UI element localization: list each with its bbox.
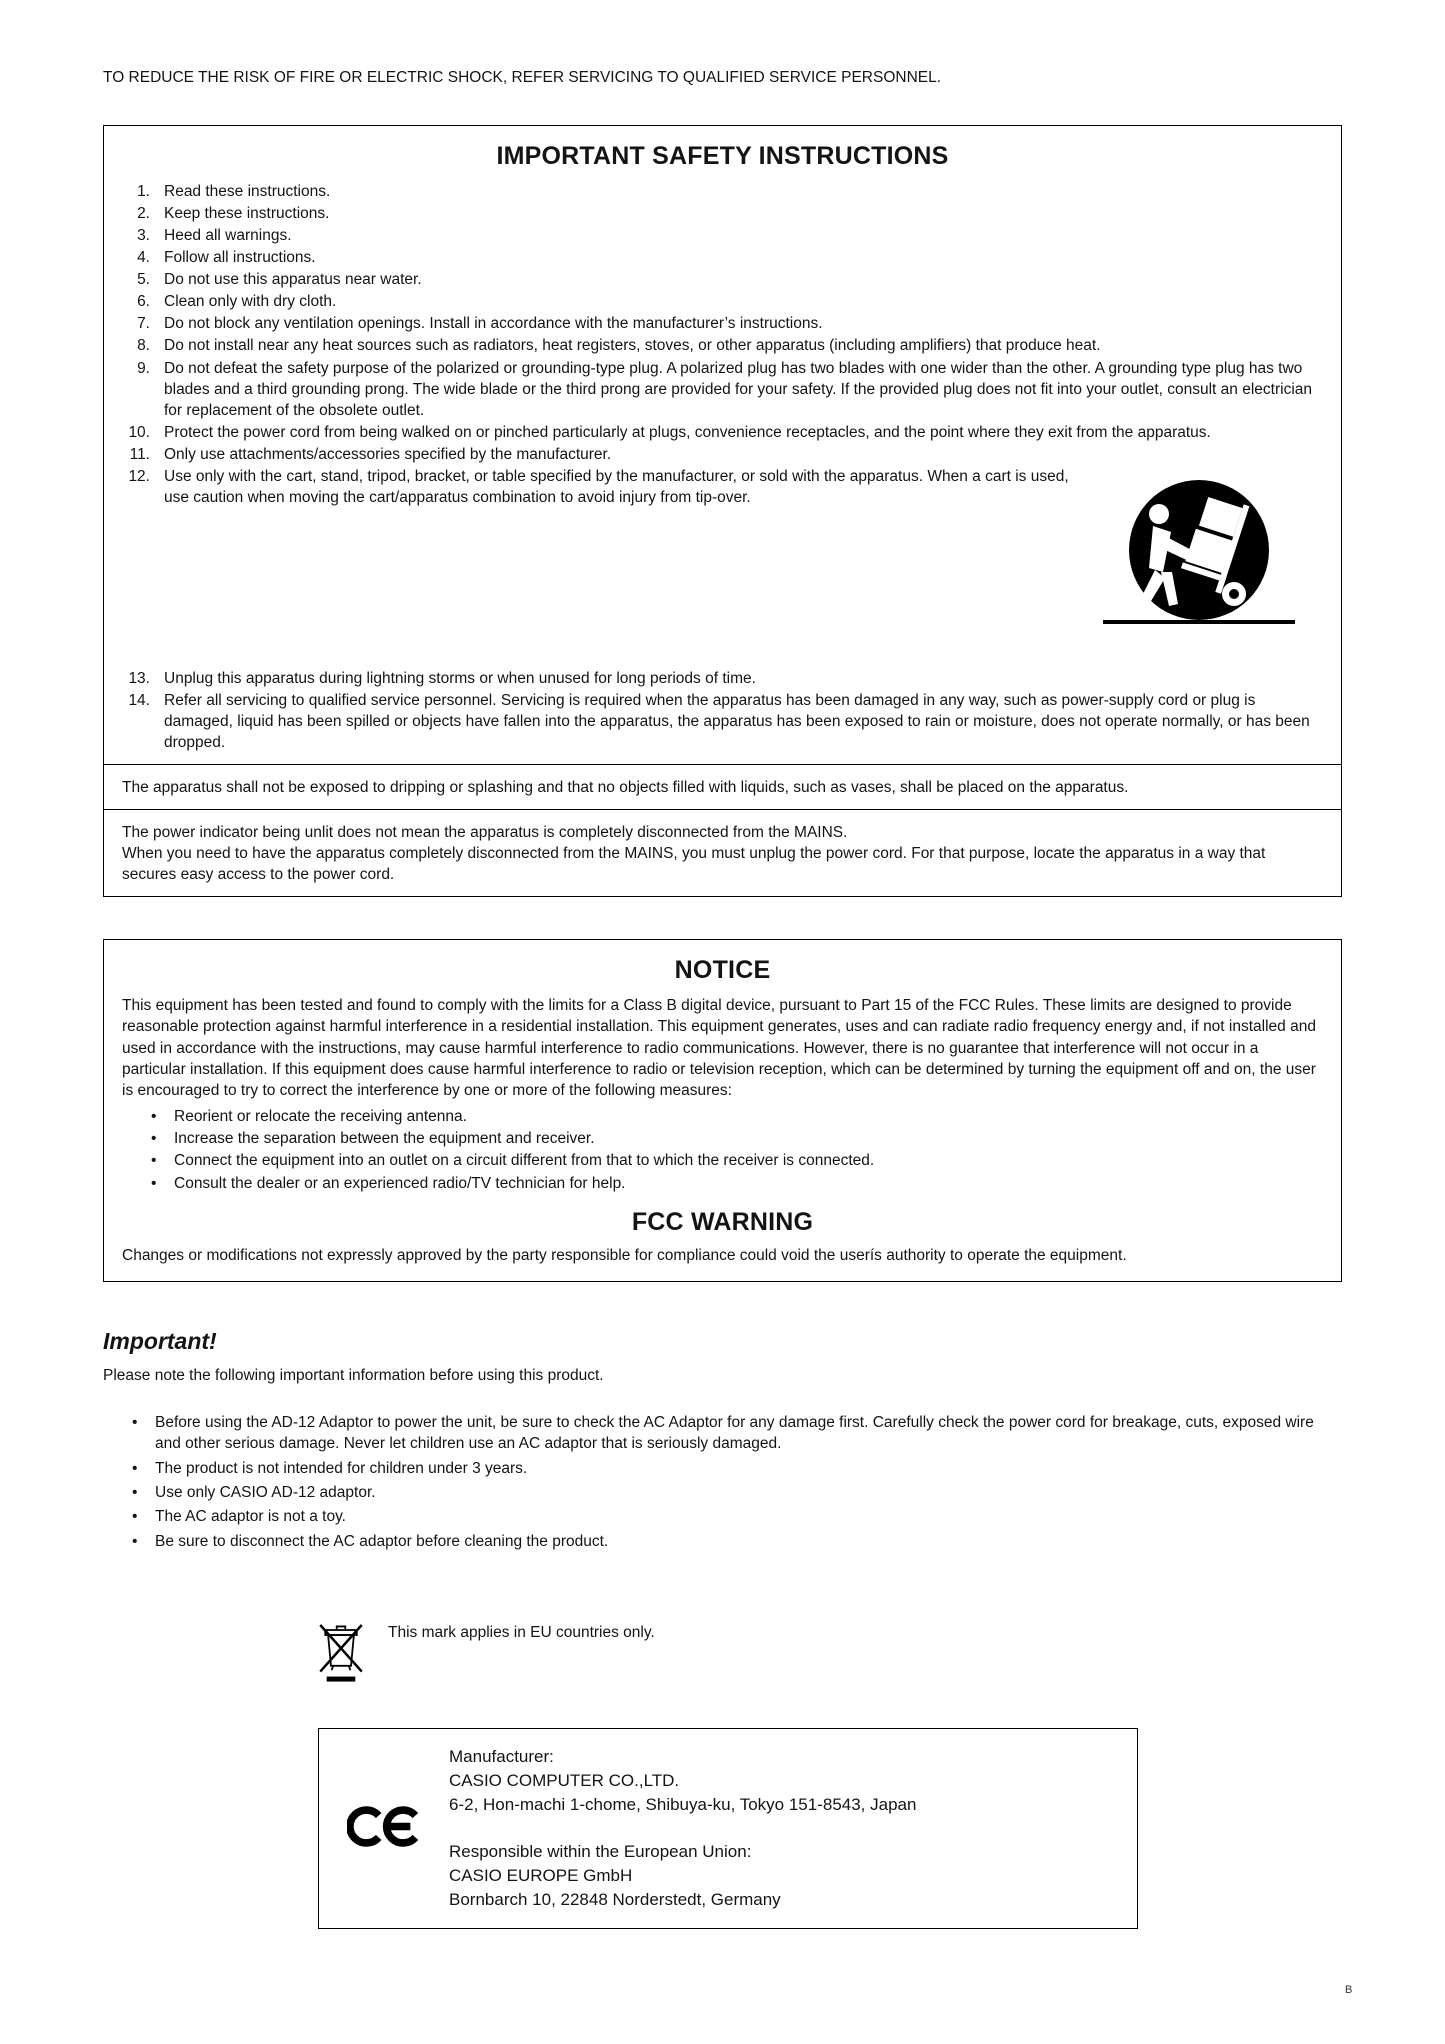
safety-instructions-box: [103, 125, 1342, 897]
liquids-note-section: [104, 764, 1341, 808]
notice-bullet: • Increase the separation between the equipment and receiver.: [134, 1128, 1323, 1149]
weee-crossed-out-bin-icon: [318, 1620, 364, 1688]
mains-note-section: [104, 809, 1341, 896]
fcc-warning-body: Changes or modifications not expressly approved by the party responsible for compliance could void the userís authority to operate the equipment.: [122, 1247, 1127, 1265]
important-bullet: • Before using the AD-12 Adaptor to power the unit, be sure to check the AC Adaptor for any damage first. Carefully check the power cord for breakage, cuts, exposed wire and other serious damage. Never let children use an AC adaptor that is seriously damaged.: [115, 1412, 1342, 1455]
notice-bullet-list: [134, 1106, 1323, 1195]
manufacturer-text: [449, 1745, 916, 1912]
notice-bullet: • Reorient or relocate the receiving antenna.: [134, 1106, 1323, 1127]
eu-mark-text: This mark applies in EU countries only.: [388, 1624, 655, 1642]
item-text: Do not defeat the safety purpose of the polarized or grounding-type plug. A polarized plug has two blades with one wider than the other. A grounding type plug has two blades and a third grounding prong. The wide blade or the third prong are provided for your safety. If the provided plug does not fit into your outlet, consult an electrician for replacement of the obsolete outlet.: [164, 359, 1312, 419]
mains-note-line2: When you need to have the apparatus completely disconnected from the MAINS, you must unplug the power cord. For that purpose, locate the apparatus in a way that secures easy access to the power cord.: [122, 845, 1266, 884]
cart-tip-over-icon: [1099, 468, 1299, 660]
item-text: Heed all warnings.: [164, 227, 292, 245]
safety-item-13: [122, 668, 1323, 689]
page-marker: B: [1345, 1984, 1353, 1996]
important-section: [103, 1328, 1342, 1553]
safety-item-14: [122, 690, 1323, 753]
item-number: 3.: [137, 227, 150, 245]
important-title: Important!: [103, 1327, 217, 1354]
manufacturer-address: 6-2, Hon-machi 1-chome, Shibuya-ku, Tokyo 151-8543, Japan: [449, 1795, 917, 1815]
item-number: 13.: [128, 669, 150, 687]
spacer: [449, 1818, 916, 1840]
item-text: Clean only with dry cloth.: [164, 293, 337, 311]
item-text: Unplug this apparatus during lightning storms or when unused for long periods of time.: [164, 669, 756, 687]
manufacturer-name: CASIO COMPUTER CO.,LTD.: [449, 1771, 680, 1791]
notice-title: NOTICE: [674, 955, 771, 984]
safety-main-section: [104, 126, 1341, 764]
item-text: Do not use this apparatus near water.: [164, 271, 422, 289]
item-text: Do not block any ventilation openings. Install in accordance with the manufacturer’s instructions.: [164, 315, 823, 333]
eu-responsible-name: CASIO EUROPE GmbH: [449, 1865, 633, 1885]
fcc-warning-title: FCC WARNING: [631, 1208, 814, 1237]
item-number: 6.: [137, 293, 150, 311]
notice-bullet: • Consult the dealer or an experienced radio/TV technician for help.: [134, 1173, 1323, 1194]
item-number: 9.: [137, 359, 150, 377]
liquids-note-text: The apparatus shall not be exposed to dripping or splashing and that no objects filled with liquids, such as vases, shall be placed on the apparatus.: [122, 779, 1129, 797]
manufacturer-label: Manufacturer:: [449, 1747, 554, 1767]
item-text: Use only with the cart, stand, tripod, bracket, or table specified by the manufacturer, or sold with the apparatus. When a cart is used, use caution when moving the cart/apparatus combination to avoid injury from tip-over.: [164, 467, 1069, 507]
ce-mark-icon: [347, 1804, 423, 1854]
safety-item-6: [122, 291, 1323, 312]
notice-box: [103, 939, 1342, 1282]
safety-item-5: [122, 269, 1323, 290]
eu-responsible-label: Responsible within the European Union:: [449, 1841, 752, 1861]
item-number: 4.: [137, 249, 150, 267]
item-number: 14.: [128, 692, 150, 710]
item-text: Read these instructions.: [164, 182, 331, 200]
item-number: 12.: [128, 467, 150, 485]
mains-note-line1: The power indicator being unlit does not mean the apparatus is completely disconnected from the MAINS.: [122, 823, 848, 841]
item-text: Follow all instructions.: [164, 249, 316, 267]
item-number: 10.: [128, 423, 150, 441]
important-bullet: • Be sure to disconnect the AC adaptor before cleaning the product.: [115, 1531, 1342, 1552]
safety-item-3: [122, 225, 1323, 246]
item-number: 5.: [137, 271, 150, 289]
item-number: 2.: [137, 205, 150, 222]
caution-top-line: TO REDUCE THE RISK OF FIRE OR ELECTRIC SHOCK, REFER SERVICING TO QUALIFIED SERVICE PERSONNEL.: [103, 69, 942, 86]
item-text: Refer all servicing to qualified service personnel. Servicing is required when the apparatus has been damaged in any way, such as power-supply cord or plug is damaged, liquid has been spilled or objects have fallen into the apparatus, the apparatus has been exposed to rain or moisture, does not operate normally, or has been dropped.: [164, 692, 1310, 752]
safety-item-4: [122, 247, 1323, 268]
safety-item-7: [122, 313, 1323, 334]
safety-item-1: [122, 181, 1323, 202]
important-bullet: • The AC adaptor is not a toy.: [115, 1506, 1342, 1527]
item-text: Keep these instructions.: [164, 205, 330, 222]
safety-title: IMPORTANT SAFETY INSTRUCTIONS: [496, 141, 949, 170]
safety-item-10: [122, 422, 1323, 443]
eu-mark-row: [318, 1620, 1342, 1688]
notice-body: This equipment has been tested and found to comply with the limits for a Class B digital device, pursuant to Part 15 of the FCC Rules. These limits are designed to provide reasonable protection against harmful interference in a residential installation. This equipment generates, uses and can radiate radio frequency energy and, if not installed and used in accordance with the instructions, may cause harmful interference to radio communications. However, there is no guarantee that interference will not occur in a particular installation. If this equipment does cause harmful interference to radio or television reception, which can be determined by turning the equipment off and on, the user is encouraged to try to correct the interference by one or more of the following measures:: [122, 996, 1316, 1100]
important-bullet-list: [115, 1412, 1342, 1552]
important-bullet: • Use only CASIO AD-12 adaptor.: [115, 1482, 1342, 1503]
item-number: 1.: [137, 182, 150, 200]
item-text: Protect the power cord from being walked on or pinched particularly at plugs, convenience receptacles, and the point where they exit from the apparatus.: [164, 423, 1211, 441]
safety-item-8: [122, 335, 1323, 356]
important-intro: Please note the following important information before using this product.: [103, 1366, 604, 1384]
item-number: 11.: [129, 445, 150, 463]
notice-section: [104, 940, 1341, 1281]
item-text: Do not install near any heat sources such as radiators, heat registers, stoves, or other apparatus (including amplifiers) that produce heat.: [164, 337, 1101, 355]
safety-item-11: [122, 444, 1323, 465]
notice-bullet: • Connect the equipment into an outlet on a circuit different from that to which the receiver is connected.: [134, 1150, 1323, 1171]
item-text: Only use attachments/accessories specified by the manufacturer.: [164, 445, 612, 463]
safety-item-2: [122, 203, 1323, 224]
item-number: 8.: [137, 337, 150, 355]
important-bullet: • The product is not intended for children under 3 years.: [115, 1458, 1342, 1479]
safety-item-9: [122, 358, 1323, 421]
item-number: 7.: [137, 315, 150, 333]
eu-responsible-address: Bornbarch 10, 22848 Norderstedt, Germany: [449, 1889, 781, 1909]
manufacturer-box: [318, 1728, 1138, 1929]
